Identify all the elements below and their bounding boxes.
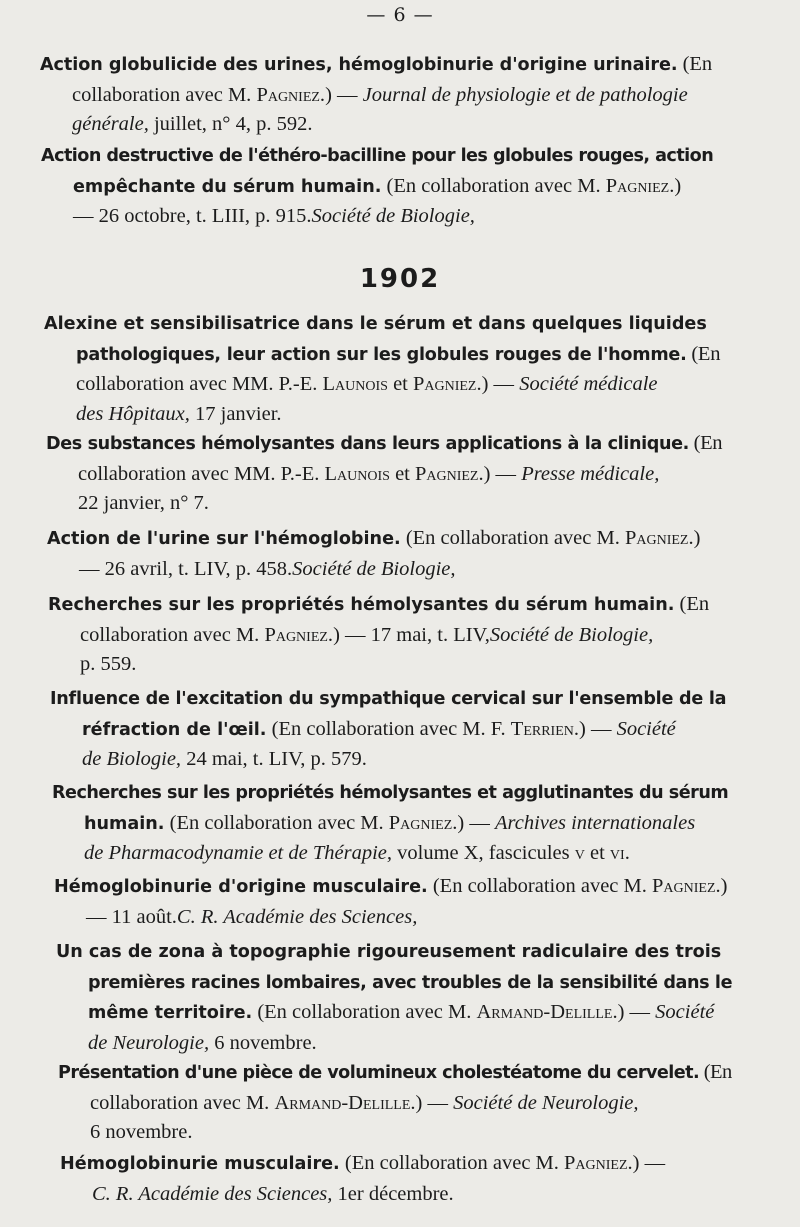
author-name: Pagniez.: [605, 174, 675, 197]
journal-reference: Société de Biologie,: [489, 623, 654, 646]
entry-line: [44, 309, 720, 340]
entry-text: 11 août.: [111, 905, 177, 928]
entry-text: p. 559.: [80, 653, 137, 675]
entry-text: et: [387, 373, 413, 395]
author-name: Pagniez.: [564, 1152, 633, 1174]
entry-line: [47, 524, 723, 555]
entry-text: (En collaboration avec M. F.: [266, 717, 511, 740]
entry-text: 26 avril, t. LIV, p. 458.: [104, 557, 293, 580]
entry-text: (En collaboration avec M.: [164, 811, 389, 834]
page-number: — 6 —: [366, 4, 434, 26]
bibliography-entry: [46, 429, 722, 519]
entry-title: pathologiques, leur action sur les globules rouges de l'homme.: [76, 344, 687, 365]
bibliography-entry: [40, 50, 712, 140]
journal-reference: des Hôpitaux,: [76, 402, 190, 425]
entry-line: [54, 903, 730, 933]
author-name: Pagniez.: [388, 811, 458, 834]
entry-line: [58, 1058, 732, 1089]
entry-line: [47, 555, 723, 585]
entry-line: [58, 1089, 732, 1119]
journal-reference: Presse médicale,: [521, 462, 660, 485]
entry-line: [40, 50, 712, 81]
entry-text: ) —: [415, 1091, 454, 1114]
entry-text: ) —: [617, 1001, 656, 1023]
entry-text: collaboration avec M.: [90, 1091, 275, 1114]
entry-line: [46, 489, 722, 519]
entry-text: (En collaboration avec M.: [400, 527, 625, 549]
entry-title: Action destructive de l'éthéro-bacilline pour les globules rouges, action: [41, 146, 714, 166]
entry-line: [48, 650, 724, 680]
entry-line: [40, 81, 712, 111]
author-name: Launois: [322, 373, 388, 395]
journal-reference: Société: [616, 717, 676, 740]
entry-text: (En collaboration avec M.: [381, 174, 606, 197]
entry-title: Présentation d'une pièce de volumineux cholestéatome du cervelet.: [58, 1063, 700, 1083]
bibliography-entry: [48, 590, 724, 680]
entry-title: premières racines lombaires, avec troubles de la sensibilité dans le: [88, 972, 733, 993]
entry-title: Action globulicide des urines, hémoglobinurie d'origine urinaire.: [40, 55, 678, 75]
author-name: Terrien.: [510, 717, 579, 740]
author-name: vi.: [609, 842, 630, 864]
author-name: v: [574, 842, 585, 864]
entry-title: réfraction de l'œil.: [82, 719, 267, 740]
entry-line: [50, 715, 726, 746]
entry-title: Alexine et sensibilisatrice dans le sérum et dans quelques liquides: [44, 314, 707, 334]
entry-line: [52, 839, 728, 869]
entry-line: [60, 1180, 730, 1210]
entry-line: [46, 429, 722, 460]
entry-text: 6 novembre.: [209, 1031, 317, 1054]
journal-reference: de Pharmacodynamie et de Thérapie,: [84, 842, 392, 864]
entry-text: juillet, n° 4, p. 592.: [148, 113, 313, 135]
bibliography-entry: [44, 309, 720, 429]
entry-line: [41, 202, 713, 232]
entry-text: 17 janvier.: [189, 402, 282, 425]
entry-text: 1er décembre.: [332, 1182, 454, 1205]
entry-line: [40, 110, 712, 140]
entry-title: Des substances hémolysantes dans leurs applications à la clinique.: [46, 434, 689, 454]
entry-line: [52, 778, 728, 809]
bibliography-entry: [52, 778, 728, 869]
author-name: Pagniez.: [414, 462, 484, 485]
entry-line: [56, 1029, 732, 1059]
author-name: Pagniez.: [652, 875, 721, 897]
author-name: Armand-Delille.: [476, 1001, 618, 1023]
year-heading: 1902: [359, 264, 441, 294]
bibliography-entry: [54, 872, 730, 932]
author-name: Armand-Delille.: [274, 1091, 416, 1114]
bibliography-entry: [47, 524, 723, 584]
bibliography-entry: [60, 1149, 730, 1209]
entry-text: 24 mai, t. LIV, p. 579.: [181, 748, 367, 770]
journal-reference: Société de Neurologie,: [453, 1091, 639, 1114]
journal-reference: Société de Biologie,: [292, 557, 456, 580]
entry-line: [48, 590, 724, 621]
entry-title: Un cas de zona à topographie rigoureusement radiculaire des trois: [56, 942, 722, 962]
author-name: Pagniez.: [412, 373, 482, 395]
journal-reference: générale,: [72, 113, 149, 135]
entry-title: Hémoglobinurie musculaire.: [60, 1154, 340, 1174]
entry-line: [44, 370, 720, 400]
entry-text: ): [674, 174, 682, 197]
entry-text: ) —: [333, 623, 371, 646]
entry-text: (En: [699, 1061, 732, 1083]
journal-reference: Société médicale: [519, 373, 658, 395]
entry-line: [46, 460, 722, 490]
entry-line: [56, 998, 732, 1029]
entry-title: même territoire.: [88, 1003, 253, 1023]
entry-text: (En: [674, 593, 710, 615]
entry-text: ) —: [325, 83, 363, 106]
entry-title: humain.: [84, 813, 165, 834]
journal-reference: C. R. Académie des Sciences,: [176, 905, 418, 928]
journal-reference: de Neurologie,: [88, 1031, 210, 1054]
entry-title: Action de l'urine sur l'hémoglobine.: [47, 529, 401, 549]
author-name: Pagniez.: [264, 623, 334, 646]
entry-line: [44, 400, 720, 430]
entry-text: (En collaboration avec M.: [427, 875, 653, 897]
bibliography-entry: [56, 937, 732, 1058]
entry-text: —: [79, 557, 105, 580]
entry-text: 26 octobre, t. LIII, p. 915.: [98, 205, 312, 227]
entry-text: (En: [686, 342, 721, 365]
entry-line: [50, 684, 726, 715]
entry-line: [41, 141, 713, 172]
author-name: Launois: [324, 462, 390, 485]
entry-title: Recherches sur les propriétés hémolysantes du sérum humain.: [48, 595, 675, 615]
entry-line: [41, 172, 713, 203]
bibliography-entry: [50, 684, 726, 775]
entry-text: et: [389, 462, 415, 485]
entry-text: collaboration avec M.: [80, 623, 265, 646]
entry-line: [50, 745, 726, 775]
entry-text: ) —: [483, 462, 522, 485]
entry-title: Hémoglobinurie d'origine musculaire.: [54, 877, 428, 897]
entry-text: collaboration avec MM. P.-E.: [78, 462, 325, 485]
entry-line: [48, 621, 724, 651]
entry-text: (En collaboration avec M.: [339, 1152, 565, 1174]
entry-text: ) —: [632, 1152, 666, 1174]
entry-title: Recherches sur les propriétés hémolysantes et agglutinantes du sérum: [52, 783, 729, 803]
entry-title: empêchante du sérum humain.: [73, 176, 382, 197]
journal-reference: Archives internationales: [494, 811, 696, 834]
entry-text: collaboration avec MM. P.-E.: [76, 373, 323, 395]
author-name: Pagniez.: [256, 83, 326, 106]
entry-line: [54, 872, 730, 903]
entry-text: et: [584, 842, 610, 864]
journal-reference: Société: [655, 1001, 715, 1023]
entry-text: volume X, fascicules: [392, 842, 575, 864]
entry-line: [52, 809, 728, 840]
entry-text: ): [693, 527, 701, 549]
entry-text: (En: [688, 432, 723, 454]
journal-reference: Journal de physiologie et de pathologie: [362, 83, 688, 106]
entry-line: [60, 1149, 730, 1180]
journal-reference: C. R. Académie des Sciences,: [92, 1182, 333, 1205]
entry-line: [56, 968, 732, 999]
entry-text: (En collaboration avec M.: [252, 1001, 477, 1023]
journal-reference: Société de Biologie,: [311, 205, 475, 227]
entry-title: Influence de l'excitation du sympathique cervical sur l'ensemble de la: [50, 689, 727, 709]
author-name: Pagniez.: [624, 527, 694, 549]
entry-line: [44, 340, 720, 371]
entry-text: —: [73, 205, 99, 227]
entry-text: ) —: [481, 373, 520, 395]
entry-text: collaboration avec M.: [72, 83, 257, 106]
entry-text: 17 mai, t. LIV,: [370, 623, 490, 646]
entry-text: 6 novembre.: [90, 1121, 193, 1143]
entry-text: —: [86, 905, 112, 928]
entry-line: [58, 1118, 732, 1148]
journal-reference: de Biologie,: [82, 748, 182, 770]
entry-text: ) —: [579, 717, 617, 740]
entry-text: ): [720, 875, 728, 897]
entry-text: ) —: [457, 811, 495, 834]
bibliography-entry: [41, 141, 713, 232]
entry-line: [56, 937, 732, 968]
entry-text: 22 janvier, n° 7.: [78, 492, 209, 514]
entry-text: (En: [677, 53, 713, 75]
bibliography-entry: [58, 1058, 732, 1148]
